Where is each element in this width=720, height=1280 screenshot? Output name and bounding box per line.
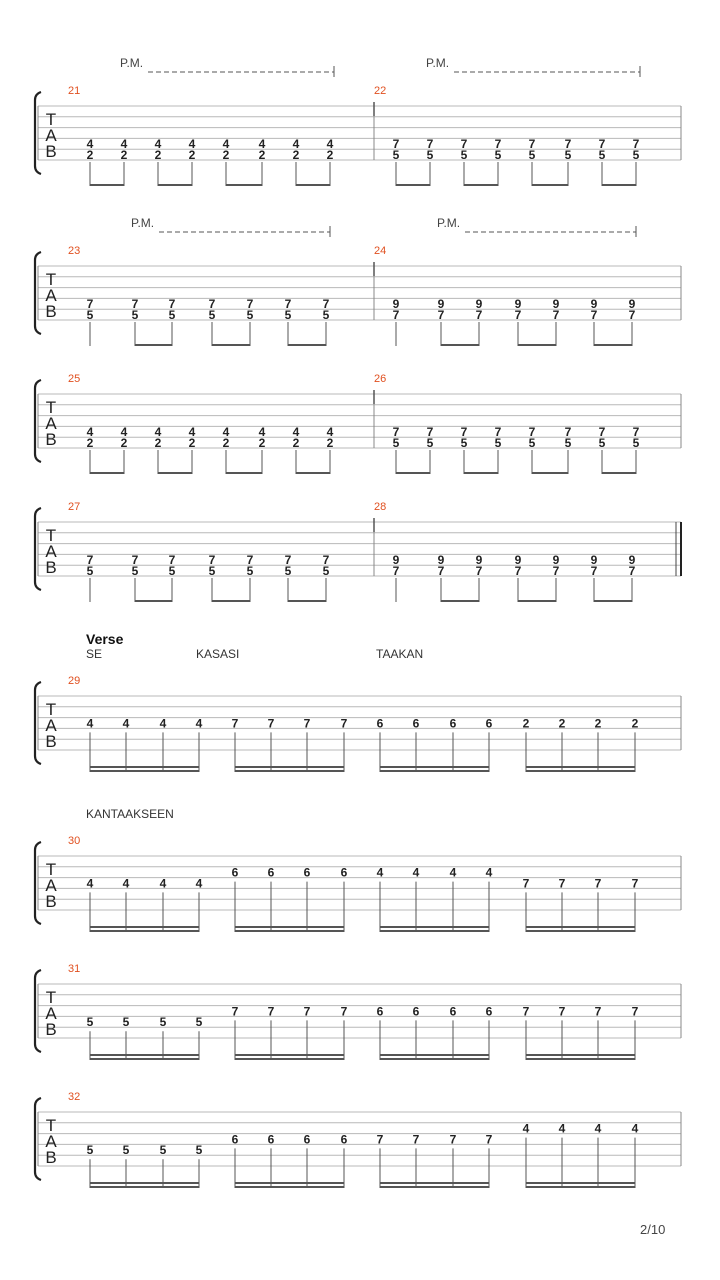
fret-number: 5 [598,148,606,162]
bar-number: 28 [374,501,387,513]
fret-number: 9 [552,297,560,312]
fret-number: 7 [303,1004,311,1019]
fret-number: 4 [222,425,230,440]
palm-mute-label: P.M. [120,56,144,70]
fret-number: 5 [208,308,216,322]
fret-number: 7 [168,297,176,312]
fret-number: 5 [86,564,94,578]
tab-clef-letter: T [45,860,57,879]
bar-number: 31 [68,963,81,975]
fret-number: 7 [528,425,536,440]
tab-clef-letter: B [45,892,57,911]
fret-number: 4 [485,865,493,880]
fret-number: 6 [412,1004,420,1019]
fret-number: 4 [86,137,94,152]
fret-number: 9 [514,553,522,568]
fret-number: 5 [564,148,572,162]
section-label: Verse [86,631,124,647]
fret-number: 4 [154,425,162,440]
fret-number: 4 [195,876,203,891]
bar-number: 29 [68,675,81,687]
fret-number: 5 [564,436,572,450]
fret-number: 4 [159,716,167,731]
fret-number: 4 [188,425,196,440]
fret-number: 6 [231,865,239,880]
fret-number: 7 [528,137,536,152]
fret-number: 4 [122,876,130,891]
fret-number: 7 [590,308,598,322]
fret-number: 7 [303,716,311,731]
fret-number: 6 [340,1132,348,1147]
tab-clef-letter: A [45,414,57,433]
tab-clef-letter: A [45,1132,57,1151]
fret-number: 9 [475,553,483,568]
tab-clef-letter: A [45,126,57,145]
fret-number: 5 [195,1015,203,1030]
fret-number: 5 [131,564,139,578]
fret-number: 6 [485,1004,493,1019]
fret-number: 7 [340,1004,348,1019]
lyric-word: SE [86,647,103,661]
tab-clef-letter: B [45,558,57,577]
fret-number: 5 [195,1143,203,1158]
fret-number: 9 [590,297,598,312]
fret-number: 2 [594,716,602,731]
fret-number: 5 [322,308,330,322]
fret-number: 9 [437,553,445,568]
fret-number: 5 [246,564,254,578]
fret-number: 5 [159,1015,167,1030]
fret-number: 2 [631,716,639,731]
fret-number: 7 [475,308,483,322]
fret-number: 6 [376,716,384,731]
fret-number: 7 [437,308,445,322]
fret-number: 7 [628,564,636,578]
fret-number: 2 [188,436,196,450]
fret-number: 6 [303,865,311,880]
fret-number: 6 [376,1004,384,1019]
fret-number: 7 [246,297,254,312]
fret-number: 5 [494,436,502,450]
fret-number: 4 [122,716,130,731]
fret-number: 5 [494,148,502,162]
fret-number: 5 [528,148,536,162]
bar-number: 25 [68,373,81,385]
fret-number: 4 [594,1121,602,1136]
lyric-word: TAAKAN [376,647,424,661]
fret-number: 4 [412,865,420,880]
fret-number: 5 [426,436,434,450]
fret-number: 4 [188,137,196,152]
tab-clef-letter: B [45,1020,57,1039]
fret-number: 7 [460,425,468,440]
fret-number: 7 [632,425,640,440]
fret-number: 7 [460,137,468,152]
fret-number: 7 [322,297,330,312]
fret-number: 4 [376,865,384,880]
fret-number: 7 [131,553,139,568]
fret-number: 4 [292,137,300,152]
fret-number: 2 [326,148,334,162]
fret-number: 7 [392,308,400,322]
fret-number: 7 [522,1004,530,1019]
fret-number: 5 [168,564,176,578]
fret-number: 7 [514,308,522,322]
tab-clef-letter: B [45,302,57,321]
fret-number: 5 [246,308,254,322]
bar-number: 24 [374,245,387,257]
fret-number: 4 [86,716,94,731]
fret-number: 7 [485,1132,493,1147]
fret-number: 4 [292,425,300,440]
fret-number: 2 [120,148,128,162]
fret-number: 5 [284,308,292,322]
palm-mute-label: P.M. [426,56,450,70]
fret-number: 6 [340,865,348,880]
fret-number: 6 [231,1132,239,1147]
fret-number: 7 [208,297,216,312]
fret-number: 2 [188,148,196,162]
fret-number: 4 [326,137,334,152]
fret-number: 7 [598,137,606,152]
fret-number: 5 [460,148,468,162]
lyric-word: KANTAAKSEEN [86,807,174,821]
tab-clef-letter: T [45,1116,57,1135]
fret-number: 7 [231,716,239,731]
bar-number: 21 [68,85,81,97]
fret-number: 2 [258,436,266,450]
fret-number: 9 [392,297,400,312]
fret-number: 4 [449,865,457,880]
fret-number: 7 [494,137,502,152]
fret-number: 5 [632,148,640,162]
fret-number: 5 [598,436,606,450]
tab-clef-letter: B [45,430,57,449]
fret-number: 7 [564,137,572,152]
fret-number: 2 [222,436,230,450]
tab-clef-letter: T [45,110,57,129]
fret-number: 5 [122,1143,130,1158]
fret-number: 4 [222,137,230,152]
fret-number: 7 [522,876,530,891]
fret-number: 7 [267,1004,275,1019]
fret-number: 7 [208,553,216,568]
fret-number: 5 [86,308,94,322]
tab-clef-letter: A [45,286,57,305]
tab-clef-letter: A [45,876,57,895]
bar-number: 26 [374,373,387,385]
tab-clef-letter: A [45,1004,57,1023]
fret-number: 7 [628,308,636,322]
fret-number: 9 [590,553,598,568]
fret-number: 2 [258,148,266,162]
fret-number: 5 [632,436,640,450]
fret-number: 5 [460,436,468,450]
bar-number: 27 [68,501,81,513]
fret-number: 9 [437,297,445,312]
fret-number: 4 [558,1121,566,1136]
fret-number: 9 [552,553,560,568]
fret-number: 6 [449,1004,457,1019]
fret-number: 7 [558,876,566,891]
fret-number: 7 [376,1132,384,1147]
fret-number: 5 [159,1143,167,1158]
fret-number: 2 [558,716,566,731]
fret-number: 7 [632,137,640,152]
fret-number: 4 [120,425,128,440]
fret-number: 5 [426,148,434,162]
tab-clef-letter: A [45,716,57,735]
fret-number: 2 [154,436,162,450]
tab-clef-letter: T [45,700,57,719]
bar-number: 22 [374,85,387,97]
fret-number: 4 [258,137,266,152]
fret-number: 5 [284,564,292,578]
fret-number: 7 [131,297,139,312]
bar-number: 23 [68,245,81,257]
fret-number: 7 [392,425,400,440]
fret-number: 5 [208,564,216,578]
fret-number: 5 [86,1143,94,1158]
fret-number: 9 [628,553,636,568]
fret-number: 6 [485,716,493,731]
fret-number: 2 [292,148,300,162]
fret-number: 5 [528,436,536,450]
fret-number: 7 [552,564,560,578]
fret-number: 6 [412,716,420,731]
fret-number: 7 [631,876,639,891]
fret-number: 5 [122,1015,130,1030]
fret-number: 7 [552,308,560,322]
fret-number: 7 [284,297,292,312]
palm-mute-label: P.M. [437,216,461,230]
fret-number: 2 [86,436,94,450]
fret-number: 4 [159,876,167,891]
tab-clef-letter: T [45,526,57,545]
fret-number: 7 [564,425,572,440]
fret-number: 7 [594,1004,602,1019]
fret-number: 4 [258,425,266,440]
fret-number: 7 [449,1132,457,1147]
palm-mute-label: P.M. [131,216,155,230]
fret-number: 2 [120,436,128,450]
fret-number: 7 [514,564,522,578]
fret-number: 4 [86,876,94,891]
fret-number: 4 [326,425,334,440]
fret-number: 7 [246,553,254,568]
bar-number: 30 [68,835,81,847]
fret-number: 2 [154,148,162,162]
fret-number: 7 [231,1004,239,1019]
fret-number: 7 [86,553,94,568]
fret-number: 7 [558,1004,566,1019]
fret-number: 7 [590,564,598,578]
tab-clef-letter: B [45,1148,57,1167]
fret-number: 5 [392,148,400,162]
tab-clef-letter: T [45,270,57,289]
tab-clef-letter: B [45,732,57,751]
fret-number: 4 [86,425,94,440]
lyric-word: KASASI [196,647,240,661]
fret-number: 2 [86,148,94,162]
fret-number: 4 [195,716,203,731]
fret-number: 7 [598,425,606,440]
fret-number: 7 [631,1004,639,1019]
fret-number: 5 [131,308,139,322]
fret-number: 7 [437,564,445,578]
fret-number: 4 [522,1121,530,1136]
fret-number: 4 [631,1121,639,1136]
fret-number: 7 [86,297,94,312]
fret-number: 4 [154,137,162,152]
fret-number: 7 [494,425,502,440]
fret-number: 9 [514,297,522,312]
bar-number: 32 [68,1091,81,1103]
fret-number: 7 [267,716,275,731]
fret-number: 5 [322,564,330,578]
fret-number: 7 [412,1132,420,1147]
fret-number: 5 [86,1015,94,1030]
fret-number: 7 [475,564,483,578]
fret-number: 6 [267,865,275,880]
fret-number: 9 [628,297,636,312]
fret-number: 4 [120,137,128,152]
fret-number: 7 [594,876,602,891]
fret-number: 7 [322,553,330,568]
fret-number: 7 [168,553,176,568]
fret-number: 7 [426,425,434,440]
fret-number: 5 [392,436,400,450]
fret-number: 2 [522,716,530,731]
fret-number: 6 [303,1132,311,1147]
tab-clef-letter: A [45,542,57,561]
fret-number: 7 [340,716,348,731]
fret-number: 2 [292,436,300,450]
fret-number: 9 [392,553,400,568]
tab-clef-letter: T [45,988,57,1007]
fret-number: 6 [449,716,457,731]
fret-number: 7 [426,137,434,152]
fret-number: 7 [284,553,292,568]
fret-number: 7 [392,137,400,152]
fret-number: 2 [326,436,334,450]
fret-number: 9 [475,297,483,312]
tab-clef-letter: B [45,142,57,161]
fret-number: 5 [168,308,176,322]
fret-number: 6 [267,1132,275,1147]
fret-number: 7 [392,564,400,578]
tab-clef-letter: T [45,398,57,417]
fret-number: 2 [222,148,230,162]
page-number: 2/10 [640,1222,666,1237]
